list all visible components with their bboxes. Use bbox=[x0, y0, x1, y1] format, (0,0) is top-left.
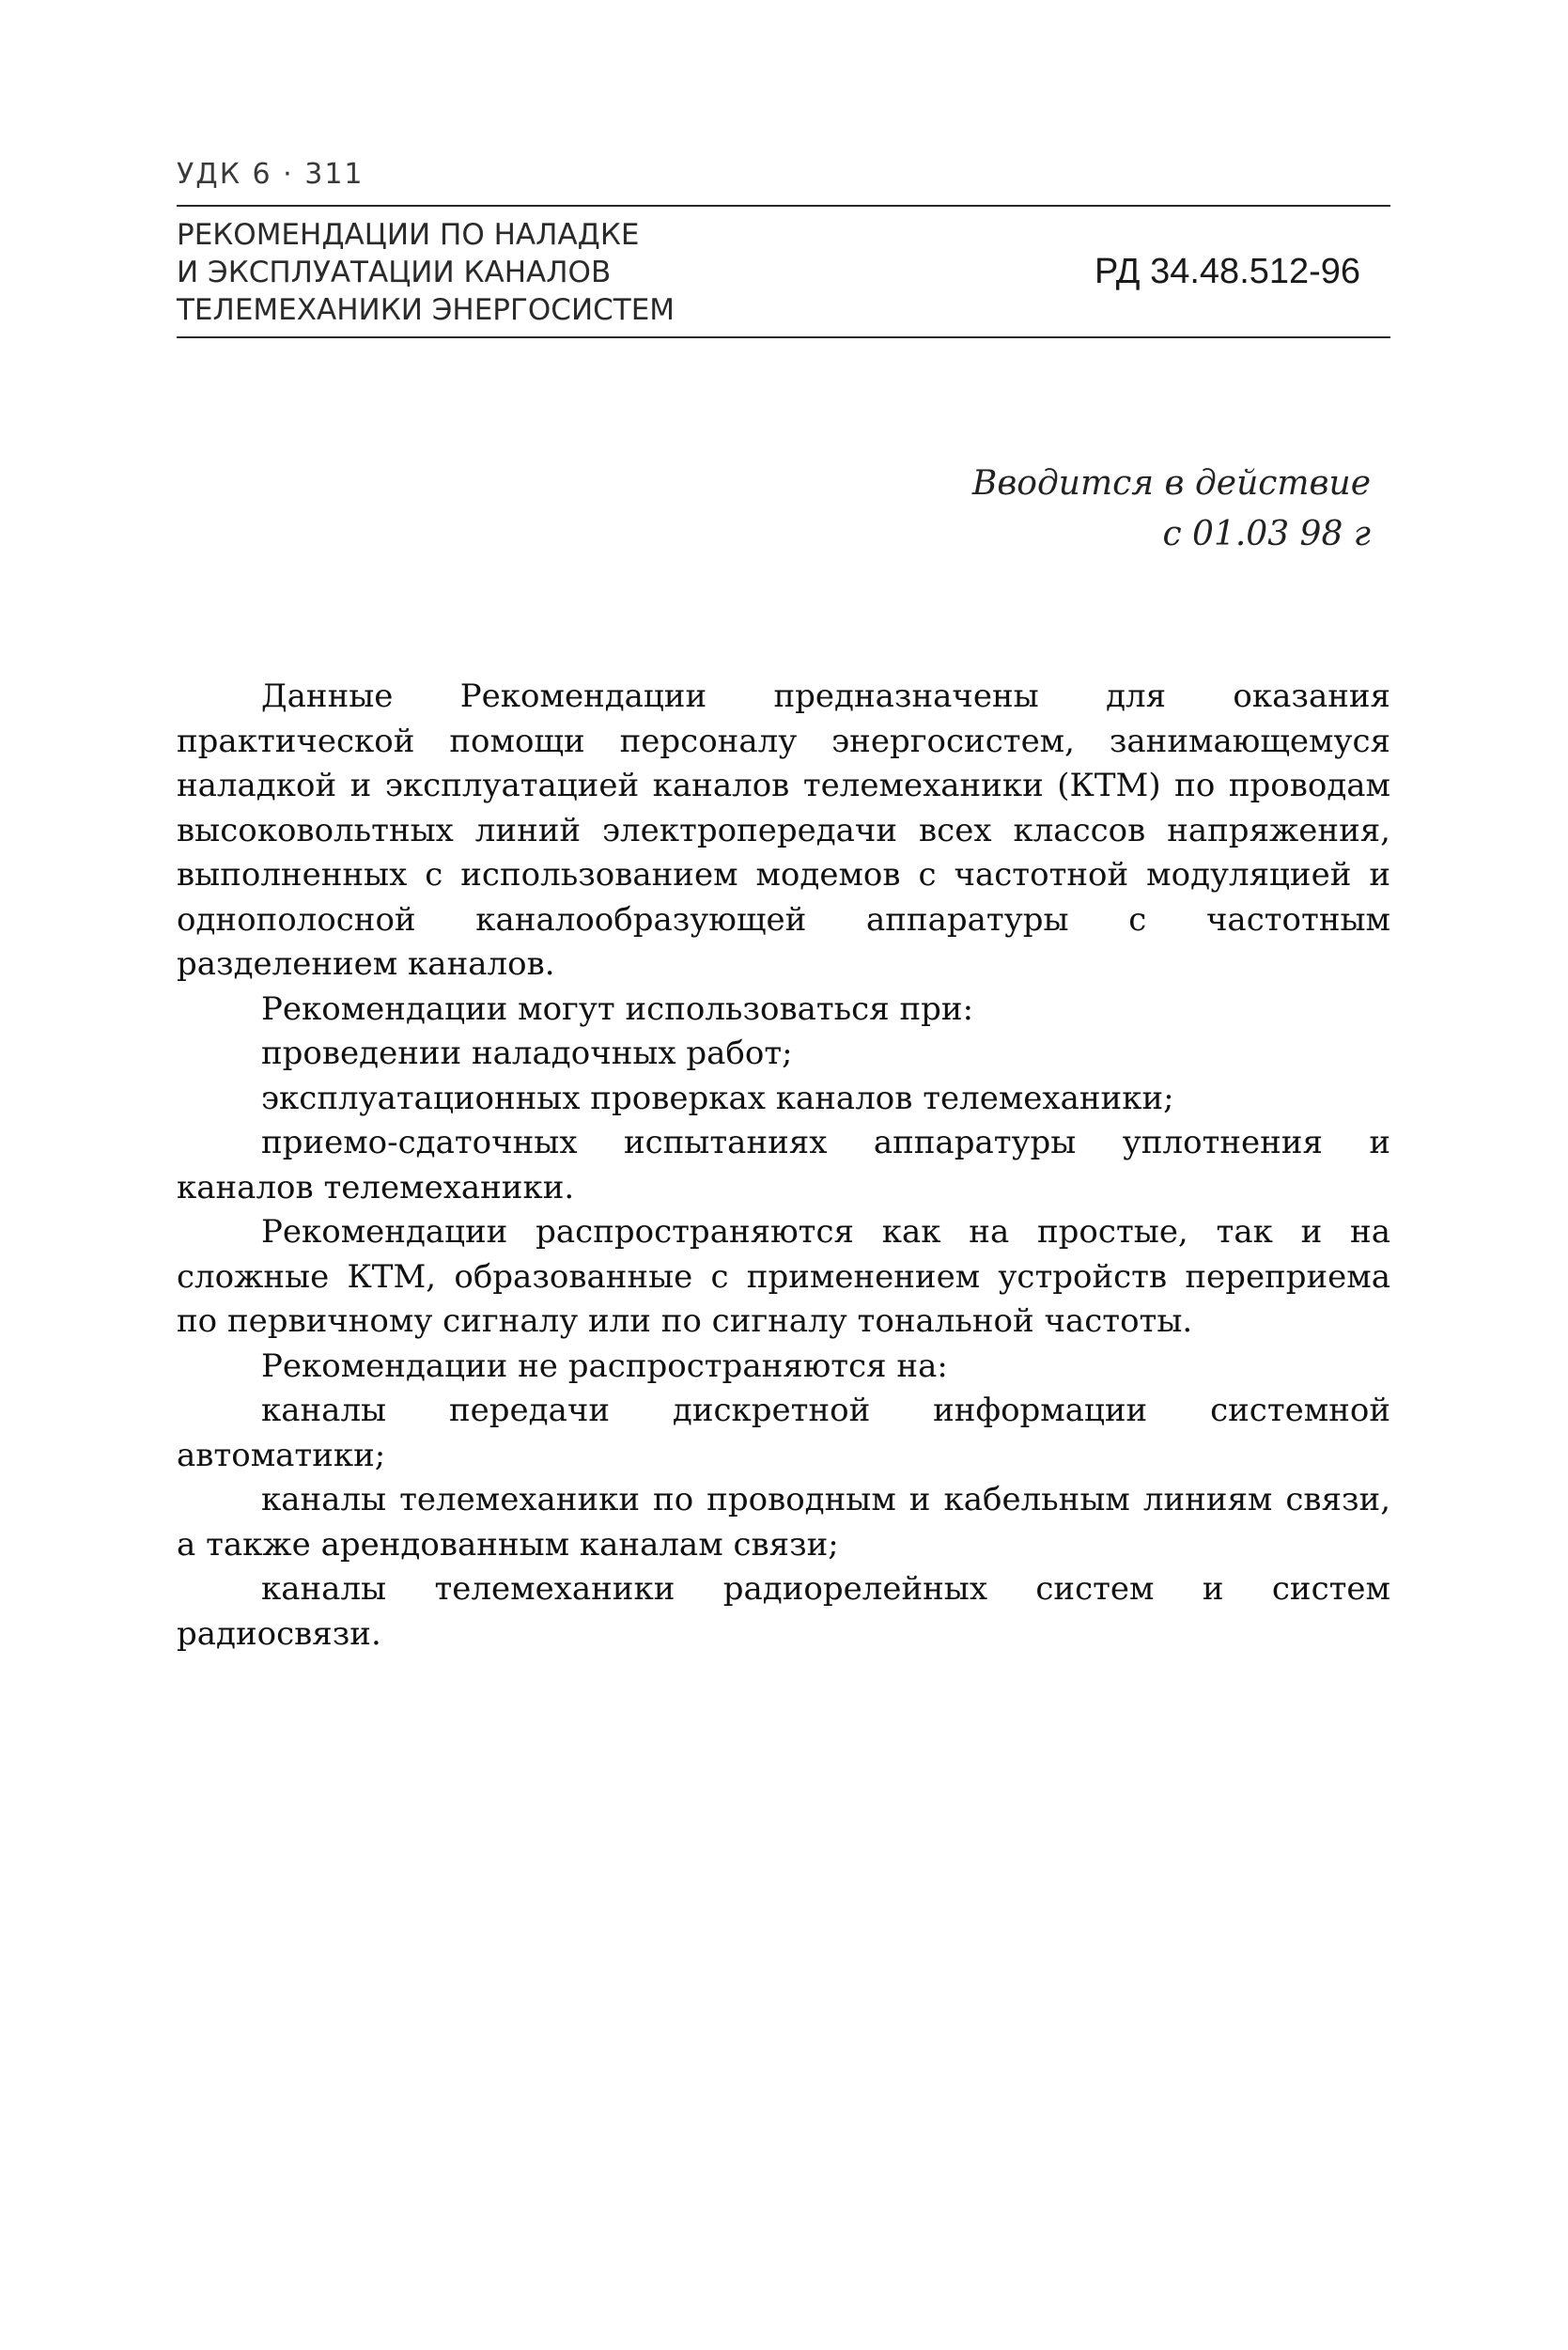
list-item: каналы передачи дискретной информации системной автоматики; bbox=[177, 1392, 1390, 1474]
header-rule-top bbox=[177, 205, 1390, 207]
list-item: проведении наладочных работ; bbox=[261, 1035, 793, 1072]
effective-label: Вводится в действие bbox=[971, 464, 1371, 503]
paragraph: Рекомендации не распространяются на: bbox=[261, 1346, 948, 1385]
document-title-line: ТЕЛЕМЕХАНИКИ ЭНЕРГОСИСТЕМ bbox=[177, 293, 675, 327]
list-item: каналы телемеханики радиорелейных систем и систем радиосвязи. bbox=[177, 1570, 1390, 1653]
udk-code: УДК 6 · 311 bbox=[177, 158, 365, 191]
header-rule-bottom bbox=[177, 336, 1390, 338]
body-text bbox=[177, 675, 1390, 1657]
document-title-line: И ЭКСПЛУАТАЦИИ КАНАЛОВ bbox=[177, 256, 612, 289]
effective-date: с 01.03 98 г bbox=[1162, 515, 1371, 553]
document-title-line: РЕКОМЕНДАЦИИ ПО НАЛАДКЕ bbox=[177, 218, 640, 252]
paragraph: Рекомендации распространяются как на простые, так и на сложные КТМ, образованные с применением устройств переприема по первичному сигналу или по сигналу тональной частоты. bbox=[177, 1213, 1390, 1340]
list-item: приемо-сдаточных испытаниях аппаратуры уплотнения и каналов телемеханики. bbox=[177, 1124, 1390, 1206]
list-item: каналы телемеханики по проводным и кабельным линиям связи, а также арендованным каналам связи; bbox=[177, 1481, 1390, 1564]
paragraph: Данные Рекомендации предназначены для оказания практической помощи персоналу энергосистем, занимающемуся наладкой и эксплуатацией каналов телемеханики (КТМ) по проводам высоковольтных линий электропередачи всех классов напряжения, выполненных с использованием модемов с частотной модуляцией и однополосной каналообразующей аппаратуры с частотным разделением каналов. bbox=[177, 677, 1390, 983]
paragraph: Рекомендации могут использоваться при: bbox=[261, 989, 974, 1028]
document-code: РД 34.48.512-96 bbox=[1094, 252, 1361, 291]
list-item: эксплуатационных проверках каналов телемеханики; bbox=[261, 1079, 1174, 1117]
document-title bbox=[177, 216, 703, 329]
effective-date-block bbox=[972, 459, 1371, 560]
